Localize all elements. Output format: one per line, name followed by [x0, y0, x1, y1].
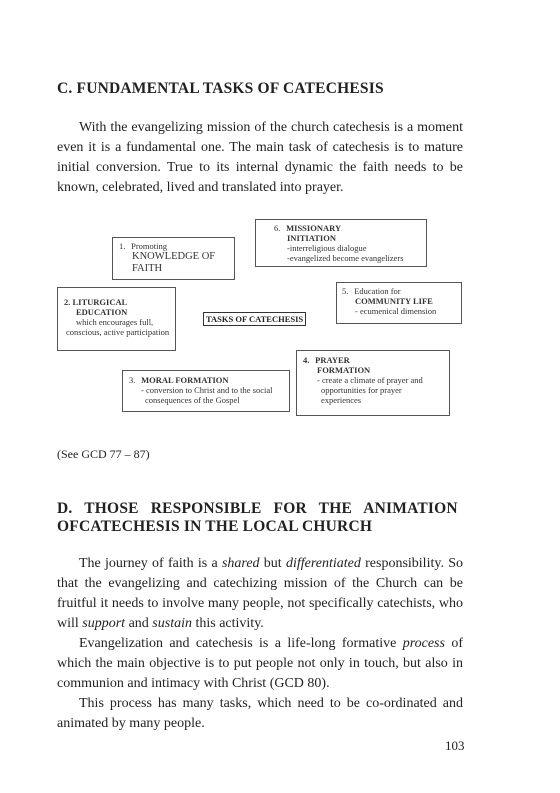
task-number: 3.	[129, 375, 136, 385]
task-title: LITURGICAL	[72, 297, 128, 307]
task-description: - ecumenical dimension	[355, 306, 437, 316]
task-box-prayer-formation	[296, 350, 450, 416]
section-c-paragraph: With the evangelizing mission of the church catechesis is a moment even it is a fundamental one. The main task of catechesis is to mature initial conversion. True to its internal dynamic the faith needs to be known, celebrated, lived and translated into prayer.	[57, 120, 463, 195]
task-number: 4.	[303, 355, 310, 365]
reference-note: (See GCD 77 – 87)	[57, 447, 150, 461]
section-d-heading-text: D. THOSE RESPONSIBLE FOR THE ANIMATION OF	[57, 500, 458, 535]
task-title: MORAL FORMATION	[141, 375, 229, 385]
task-number: 1.	[119, 241, 126, 251]
task-box-missionary-initiation	[255, 219, 427, 267]
section-d-paragraph-1: The journey of faith is a shared but differentiated responsibility. So that the evangelizing and catechizing mission of the Church can be fruitful it needs to involve many people, not specifically catechists, who will support and sustain this activity.	[57, 556, 463, 631]
task-number: 6.	[274, 223, 281, 233]
task-box-knowledge-of-faith	[112, 237, 235, 280]
task-description: - create a climate of prayer and	[317, 375, 423, 385]
task-title: MISSIONARY	[286, 223, 342, 233]
task-number: 5.	[342, 286, 349, 296]
task-box-moral-formation	[122, 370, 290, 412]
task-title: INITIATION	[287, 233, 336, 243]
task-description: Promoting	[131, 241, 168, 251]
section-c-heading: C. FUNDAMENTAL TASKS OF CATECHESIS	[57, 80, 384, 97]
section-d-paragraph-2: Evangelization and catechesis is a life-long formative process of which the main objective is to put people not only in touch, but also in communion and intimacy with Christ (GCD 80).	[57, 636, 463, 691]
task-description: Education for	[354, 286, 401, 296]
task-title: KNOWLEDGE OF	[132, 251, 216, 262]
section-d-paragraph-3: This process has many tasks, which need to be co-ordinated and animated by many people.	[57, 696, 463, 731]
page-number: 103	[445, 738, 465, 753]
task-title: FAITH	[132, 263, 163, 274]
tasks-center-label: TASKS OF CATECHESIS	[203, 312, 306, 326]
task-box-community-life	[336, 282, 462, 324]
task-description: - conversion to Christ and to the social	[141, 385, 273, 395]
task-description: opportunities for prayer	[321, 385, 402, 395]
task-description: conscious, active participation	[66, 327, 170, 337]
section-d-heading-line2: CATECHESIS IN THE LOCAL CHURCH	[79, 518, 373, 535]
task-description: which encourages full,	[76, 317, 154, 327]
task-box-liturgical-education	[57, 287, 176, 351]
task-title: EDUCATION	[76, 307, 128, 317]
task-title: PRAYER	[315, 355, 350, 365]
task-description: experiences	[321, 395, 362, 405]
task-description: -evangelized become evangelizers	[287, 253, 404, 263]
task-description: -interreligious dialogue	[287, 243, 367, 253]
task-title: FORMATION	[317, 365, 371, 375]
task-description: consequences of the Gospel	[145, 395, 240, 405]
task-number: 2.	[64, 297, 71, 307]
task-title: COMMUNITY LIFE	[355, 296, 433, 306]
